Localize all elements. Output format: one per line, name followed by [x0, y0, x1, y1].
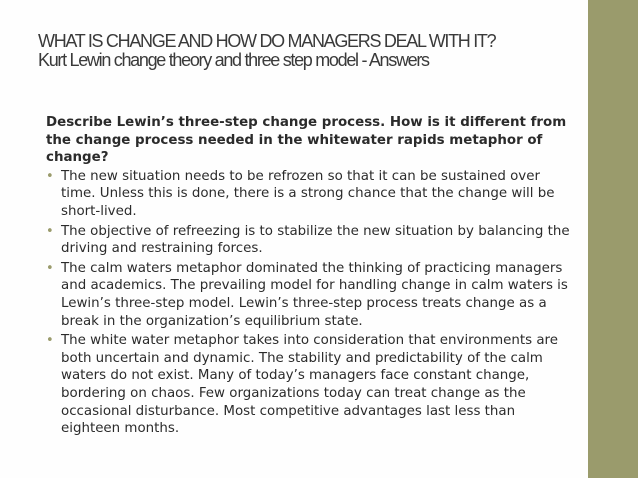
- decorative-side-bar: [588, 0, 638, 478]
- bullet-icon: •: [46, 333, 54, 349]
- answer-bullet-list: [46, 168, 576, 438]
- title-line-2: Kurt Lewin change theory and three step model - Answers: [38, 50, 429, 70]
- bullet-text: The white water metaphor takes into consideration that environments are both uncertain and dynamic. The stability and predictability of the calm waters do not exist. Many of today’s managers face constant change, bordering on chaos. Few organizations today can treat change as the occasional disturbance. Most competitive advantages last less than eighteen months.: [61, 333, 558, 437]
- bullet-icon: •: [46, 168, 54, 184]
- slide-body: [46, 114, 576, 440]
- bullet-icon: •: [46, 260, 54, 276]
- bullet-item: [46, 332, 576, 438]
- bullet-item: [46, 260, 576, 330]
- bullet-text: The new situation needs to be refrozen so that it can be sustained over time. Unless this is done, there is a strong chance that the change will be short-lived.: [61, 168, 555, 219]
- question-heading: Describe Lewin’s three-step change process. How is it different from the change process needed in the whitewater rapids metaphor of change?: [46, 115, 567, 166]
- bullet-item: [46, 223, 576, 258]
- slide-title: [38, 32, 578, 70]
- title-line-1: WHAT IS CHANGE AND HOW DO MANAGERS DEAL WITH IT?: [38, 31, 496, 51]
- bullet-item: [46, 168, 576, 221]
- bullet-icon: •: [46, 223, 54, 239]
- bullet-text: The calm waters metaphor dominated the thinking of practicing managers and academics. The prevailing model for handling change in calm waters is Lewin’s three-step model. Lewin’s three-step process treats change as a break in the organization’s equilibrium state.: [61, 260, 568, 329]
- bullet-text: The objective of refreezing is to stabilize the new situation by balancing the driving and restraining forces.: [61, 223, 570, 257]
